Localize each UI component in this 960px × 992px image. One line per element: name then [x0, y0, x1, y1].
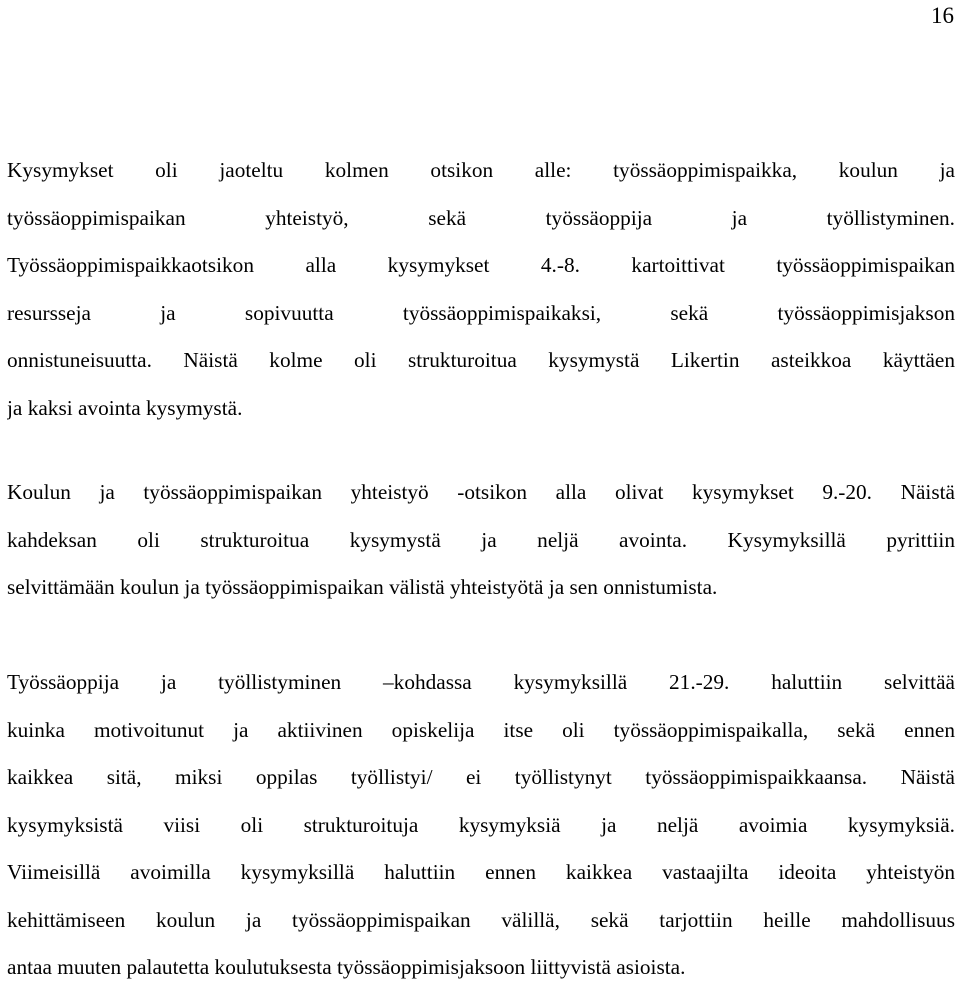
text-line: ja kaksi avointa kysymystä.: [7, 395, 243, 420]
text-line: Koulun ja työssäoppimispaikan yhteistyö -otsikon alla olivat kysymykset 9.-20. Näistä: [7, 480, 955, 504]
text-line: Viimeisillä avoimilla kysymyksillä haluttiin ennen kaikkea vastaajilta ideoita yhteistyön: [7, 860, 955, 884]
text-line: kehittämiseen koulun ja työssäoppimispaikan välillä, sekä tarjottiin heille mahdollisuus: [7, 907, 955, 932]
text-line: työssäoppimispaikan yhteistyö, sekä työssäoppija ja työllistyminen.: [7, 205, 955, 230]
text-line: kaikkea sitä, miksi oppilas työllistyi/ ei työllistynyt työssäoppimispaikkaansa. Näistä: [7, 765, 955, 789]
paragraph-learner-employment: [7, 659, 955, 992]
paragraph-school-cooperation: [7, 469, 955, 612]
text-line: Työssäoppimispaikkaotsikon alla kysymykset 4.-8. kartoittivat työssäoppimispaikan: [7, 253, 955, 277]
page-number: 16: [931, 3, 954, 28]
text-line: kuinka motivoitunut ja aktiivinen opiskelija itse oli työssäoppimispaikalla, sekä ennen: [7, 717, 955, 742]
paragraph-question-categories: [7, 147, 955, 432]
text-line: selvittämään koulun ja työssäoppimispaikan välistä yhteistyötä ja sen onnistumista.: [7, 575, 718, 599]
text-line: Kysymykset oli jaoteltu kolmen otsikon alle: työssäoppimispaikka, koulun ja: [7, 158, 955, 182]
text-line: onnistuneisuutta. Näistä kolme oli strukturoitua kysymystä Likertin asteikkoa käyttäen: [7, 348, 955, 372]
text-line: kysymyksistä viisi oli strukturoituja kysymyksiä ja neljä avoimia kysymyksiä.: [7, 812, 955, 837]
text-line: antaa muuten palautetta koulutuksesta työssäoppimisjaksoon liittyvistä asioista.: [7, 955, 686, 979]
text-line: resursseja ja sopivuutta työssäoppimispaikaksi, sekä työssäoppimisjakson: [7, 300, 955, 325]
text-line: Työssäoppija ja työllistyminen –kohdassa kysymyksillä 21.-29. haluttiin selvittää: [7, 670, 955, 694]
text-line: kahdeksan oli strukturoitua kysymystä ja neljä avointa. Kysymyksillä pyrittiin: [7, 527, 955, 552]
